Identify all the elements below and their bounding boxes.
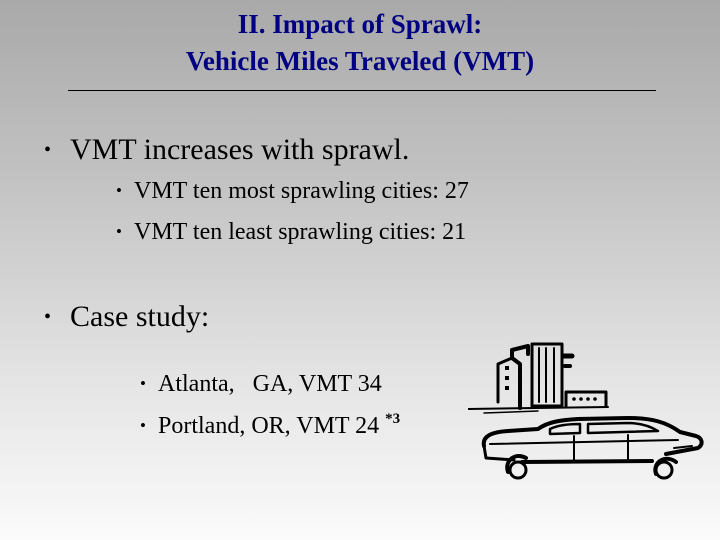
bullet-marker: • <box>116 181 122 200</box>
bullet-marker: • <box>140 374 146 393</box>
bullet-marker: • <box>44 306 52 328</box>
bullet-text: Case study: <box>70 300 210 333</box>
bullet-marker: • <box>44 139 52 161</box>
bullet-text: VMT ten most sprawling cities: 27 <box>134 178 469 204</box>
bullet-text: Portland, OR, VMT 24 <box>158 413 386 439</box>
sub-bullet-most-sprawling <box>116 178 469 205</box>
bullet-marker: • <box>140 416 146 435</box>
bullet-text: VMT increases with sprawl. <box>70 133 410 166</box>
slide-title <box>0 6 720 80</box>
bullet-text: VMT ten least sprawling cities: 21 <box>134 219 467 245</box>
city-and-car-icon <box>468 336 708 491</box>
title-divider <box>68 90 656 91</box>
sub-bullet-portland <box>116 386 400 467</box>
bullet-case-study <box>44 300 209 334</box>
footnote-marker: *3 <box>385 411 401 427</box>
sub-bullet-least-sprawling <box>116 219 466 246</box>
bullet-marker: • <box>116 222 122 241</box>
title-line-1: II. Impact of Sprawl: <box>237 9 483 39</box>
bullet-text: Atlanta, GA, VMT 34 <box>158 371 382 397</box>
title-line-2: Vehicle Miles Traveled (VMT) <box>185 46 535 76</box>
bullet-vmt-sprawl <box>44 133 409 167</box>
